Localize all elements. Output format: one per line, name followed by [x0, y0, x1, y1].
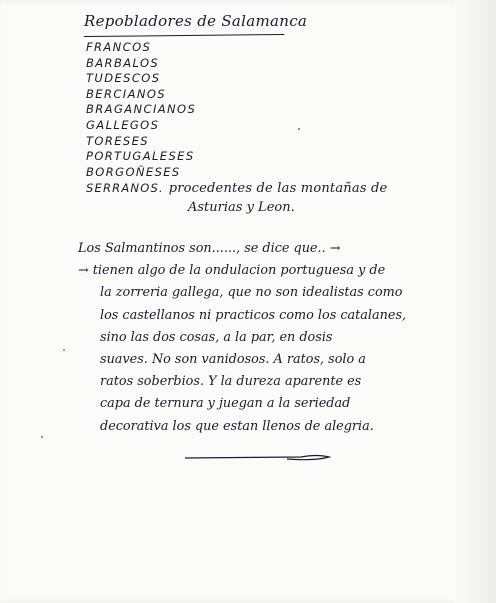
paragraph-line: → tienen algo de la ondulacion portuguesa y de [78, 263, 386, 279]
ink-speck [63, 349, 65, 351]
paragraph-line: Los Salmantinos son......, se dice que.. → [78, 241, 341, 256]
serranos-description-continued: Asturias y Leon. [188, 200, 295, 215]
title-underline [84, 34, 284, 37]
serranos-description: procedentes de las montañas de [168, 181, 388, 196]
paragraph-line: la zorreria gallega, que no son idealistas como [100, 285, 403, 301]
paragraph [78, 238, 488, 438]
list-item: PORTUGALESES [86, 149, 195, 164]
list-item: BERCIANOS [86, 86, 166, 101]
list-item: TUDESCOS [86, 71, 161, 86]
paragraph-line: sino las dos cosas, a la par, en dosis [100, 329, 333, 345]
list-item: TORESES [86, 133, 149, 148]
ink-speck [298, 128, 300, 130]
serranos-label: SERRANOS. [86, 181, 164, 195]
paragraph-line: capa de ternura y juegan a la seriedad [100, 396, 351, 412]
list-item: GALLEGOS [86, 117, 160, 132]
settler-groups-list [86, 40, 196, 180]
list-item: FRANCOS [86, 40, 152, 54]
paragraph-line: ratos soberbios. Y la dureza aparente es [100, 374, 362, 390]
closing-flourish-line [183, 452, 333, 464]
document-title: Repobladores de Salamanca [84, 12, 308, 30]
list-item: BORGOÑESES [86, 164, 181, 179]
paragraph-line: los castellanos ni practicos como los catalanes, [100, 307, 407, 323]
list-item: BRAGANCIANOS [86, 102, 197, 117]
paragraph-line: suaves. No son vanidosos. A ratos, solo a [100, 352, 366, 368]
serranos-line [86, 181, 387, 196]
paragraph-line: decorativa los que estan llenos de alegria. [100, 418, 374, 434]
list-item: BARBALOS [86, 55, 160, 70]
ink-speck [41, 436, 43, 438]
